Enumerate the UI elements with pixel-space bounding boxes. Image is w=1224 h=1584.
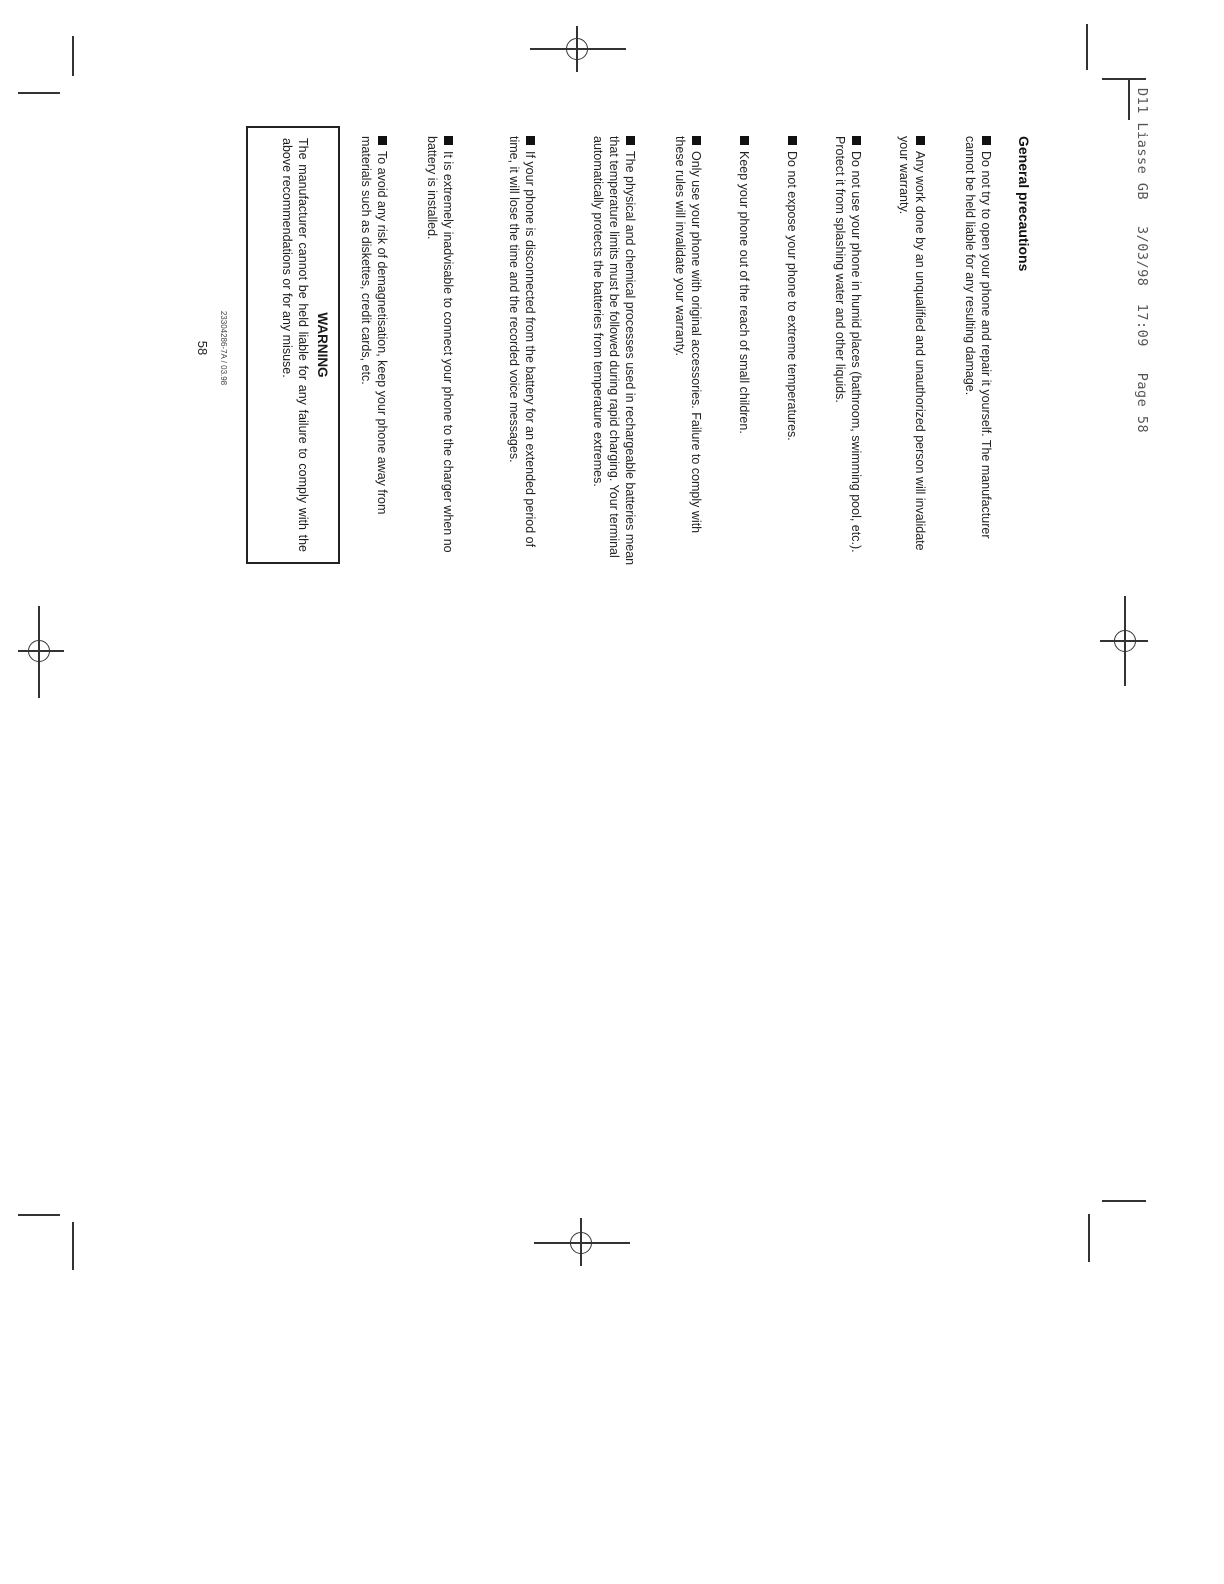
- list-item: Keep your phone out of the reach of small children.: [736, 136, 752, 566]
- crop-mark: [1102, 78, 1146, 80]
- list-item: If your phone is disconnected from the battery for an extended period of time, it will lose the time and the recorded voice messages.: [507, 136, 537, 548]
- square-bullet-icon: [788, 136, 797, 145]
- list-item: Any work done by an unqualified and unauthorized person will invalidate your warranty.: [897, 136, 927, 551]
- crop-mark: [1086, 24, 1088, 70]
- list-item: Do not try to open your phone and repair it yourself. The manufacturer cannot be held liable for any resulting damage.: [963, 136, 993, 539]
- registration-mark: [566, 38, 588, 60]
- square-bullet-icon: [692, 136, 701, 145]
- list-item: The physical and chemical processes used in rechargeable batteries mean that temperature limits must be followed during rapid charging. Your terminal automatically protects the batteries from temperature extremes.: [591, 136, 637, 566]
- registration-mark: [28, 640, 50, 662]
- square-bullet-icon: [740, 136, 749, 145]
- square-bullet-icon: [852, 136, 861, 145]
- page-number: 58: [195, 340, 210, 356]
- crop-mark: [72, 1222, 74, 1270]
- crop-mark: [72, 36, 74, 76]
- footer-code: 23304286-7A / 03.98: [219, 310, 228, 386]
- warning-title: WARNING: [315, 312, 330, 378]
- list-item: Only use your phone with original accessories. Failure to comply with these rules will invalidate your warranty.: [673, 136, 703, 534]
- registration-mark: [1114, 630, 1136, 652]
- crop-mark: [18, 92, 60, 94]
- registration-mark: [570, 1232, 592, 1254]
- list-item: To avoid any risk of demagnetisation, keep your phone away from materials such as diskettes, credit cards, etc.: [359, 136, 389, 515]
- rotated-page: [150, 88, 1150, 608]
- square-bullet-icon: [916, 136, 925, 145]
- square-bullet-icon: [626, 136, 635, 145]
- crop-mark: [1088, 1214, 1090, 1262]
- list-item: Do not expose your phone to extreme temperatures.: [784, 136, 800, 566]
- list-item: Do not use your phone in humid places (bathroom, swimming pool, etc.). Protect it from splashing water and other liquids.: [833, 136, 863, 553]
- slug-line: D11 Liasse GB 3/03/98 17:09 Page 58: [1134, 88, 1150, 434]
- section-title: General precautions: [1016, 136, 1032, 272]
- square-bullet-icon: [526, 136, 535, 145]
- square-bullet-icon: [444, 136, 453, 145]
- crop-mark: [1102, 1200, 1146, 1202]
- square-bullet-icon: [378, 136, 387, 145]
- square-bullet-icon: [982, 136, 991, 145]
- list-item: It is extremely inadvisable to connect your phone to the charger when no battery is installed.: [425, 136, 455, 553]
- warning-text: The manufacturer cannot be held liable for any failure to comply with the above recommendations or for any misuse.: [280, 138, 310, 552]
- warning-box: [246, 126, 340, 564]
- crop-mark: [18, 1214, 60, 1216]
